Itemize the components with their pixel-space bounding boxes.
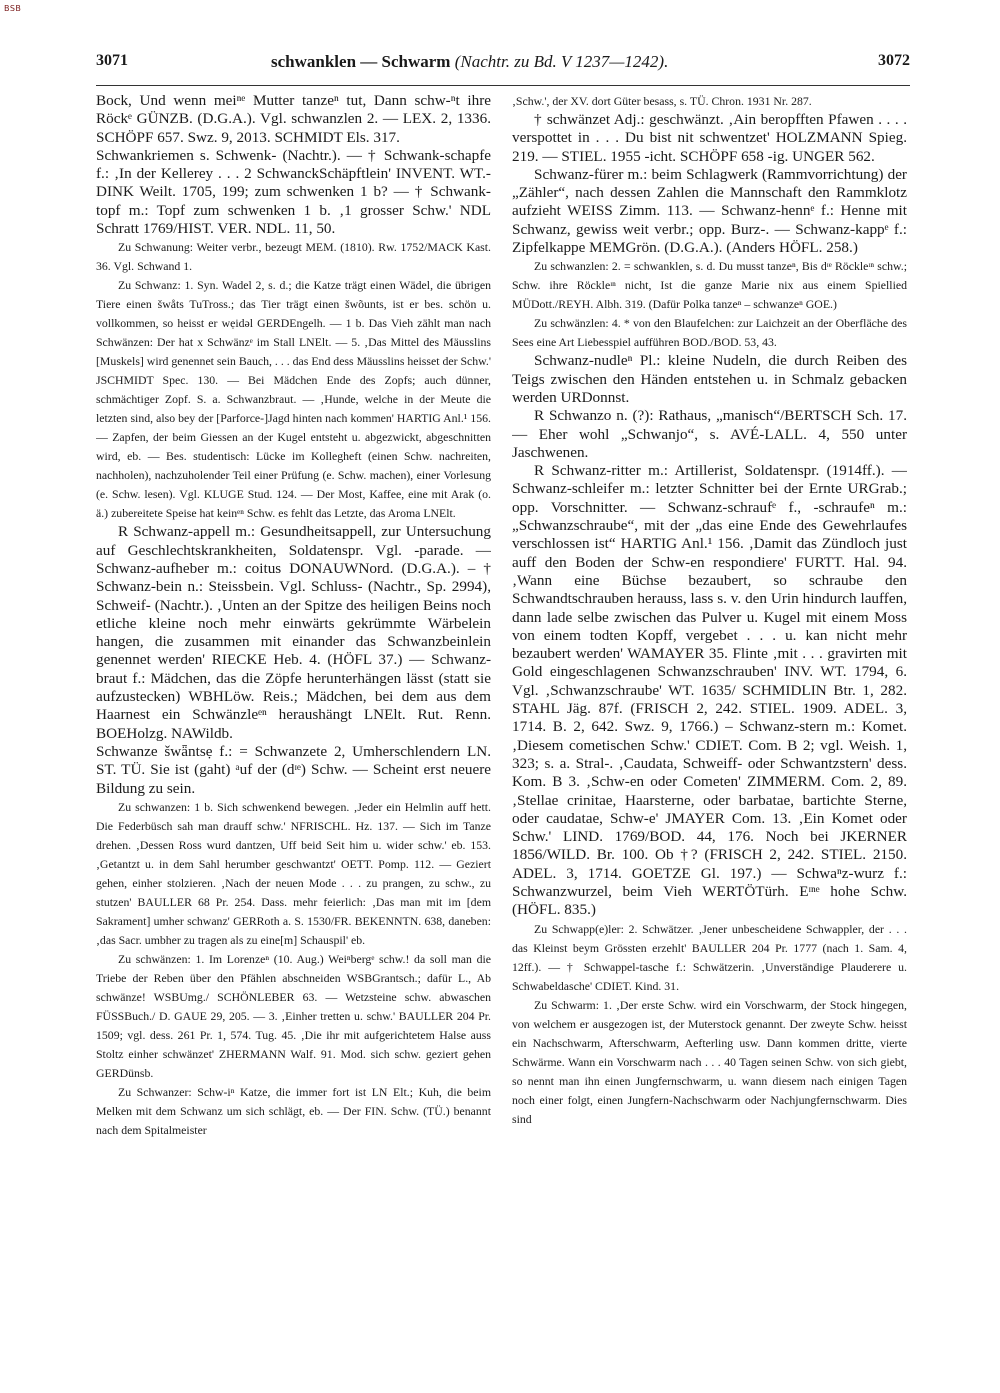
dictionary-entry: R Schwanzo n. (?): Rathaus, „manisch“/BERTSCH Sch. 17. — Eher wohl „Schwanjo“, s. AVÉ-LALL. 4, 550 unter Jaschwenen. [512, 407, 907, 461]
page-number-right: 3072 [878, 52, 910, 69]
dictionary-entry: Zu Schwanzer: Schw-iⁿ Katze, die immer fort ist LN Elt.; Kuh, die beim Melken mit dem Schwanz um sich schlägt, eb. — Der FIN. Schw. (TÜ.) benannt nach dem Spitalmeister [96, 1084, 491, 1137]
dictionary-entry: Zu schwänzlen: 4. * von den Blaufelchen: zur Laichzeit an der Oberfläche des Sees eine Art Liebesspiel aufführen BOD./BOD. 53, 43. [512, 316, 907, 350]
library-stamp: BSB [4, 4, 22, 13]
dictionary-entry: Zu Schwanung: Weiter verbr., bezeugt MEM. (1810). Rw. 1752/MACK Kast. 36. Vgl. Schwand 1. [96, 240, 491, 274]
column-left [96, 92, 491, 1372]
dictionary-entry: Schwanz-fürer m.: beim Schlagwerk (Rammvorrichtung) der „Zähler“, nach dessen Zahlen die Mannschaft den Rammklotz aufzieht WEISS Zimm. 113. — Schwanz-hennᵉ f.: Henne mit Schwanz, gewiss weit verbr.; opp. Burz-. — Schwanz-kappᵉ f.: Zipfelkappe MEMGrön. (D.G.A.). (Anders HÖFL. 258.) [512, 165, 907, 257]
dictionary-entry: Bock, Und wenn meiⁿᵉ Mutter tanzeⁿ tut, Dann schw-ⁿt ihre Röckᵉ GÜNZB. (D.G.A.). Vgl. schwanzlen 2. — LEX. 2, 1336. SCHÖPF 657. Swz. 9, 2013. SCHMIDT Els. 317. [96, 92, 491, 146]
dictionary-entry: Zu Schwapp(e)ler: 2. Schwätzer. ‚Jener unbescheidene Schwappler, der . . . das Kleinst beym Grössten erzehlt' BAULLER 204 Pr. 1777 (nach 1. Sam. 4, 12ff.). — † Schwappel-tasche f.: Schwätzerin. ‚Unverständige Plauderere u. Schwabeldasche' CDIET. Kind. 31. [512, 921, 907, 993]
page-header [96, 52, 910, 76]
dictionary-entry: Zu Schwanz: 1. Syn. Wadel 2, s. d.; die Katze trägt einen Wädel, die übrigen Tiere einen šwåts TuTross.; das Tier trägt einen šwõunts, ist er bes. schön u. vollkommen, so heisst er wẹidəl GERDEngelh. — 1 b. Das Vieh zählt man nach Schwänzen: Der hat x Schwänzᵉ im Stall LNElt. — 5. ‚Das Mittel des Mäusslins [Muskels] wird genennet sein Bauch, . . . das End dess Mäusslins heisset der Schw.' JSCHMIDT Spec. 130. — Bei Mädchen Ende des Zopfs; auch dünner, schmächtiger Zopf. S. a. Schwanzbraut. — ‚Hunde, welche in der Meute die letzten sind, also bey der [Parforce-]Jagd hinten nach kommen' HARTIG Anl.¹ 156. — Zapfen, der beim Giessen an der Kugel entsteht u. abgezwickt, abgeschnitten wird, eb. — Bes. studentisch: Lücke im Kollegheft (einen Schw. nachreiten, nachholen), nachzuholender Teil einer Prüfung (e. Schw. machen), einer Vorlesung (e. Schw. lesen). Vgl. KLUGE Stud. 124. — Der Most, Kaffee, eine mit Arak (o. ä.) zubereitete Speise hat keinᵉⁿ Schw. es fehlt das Letzte, das Aroma LNElt. [96, 278, 491, 521]
running-title-note: (Nachtr. zu Bd. V 1237—1242). [454, 52, 669, 71]
dictionary-entry: Zu Schwarm: 1. ‚Der erste Schw. wird ein Vorschwarm, der Stock hingegen, von welchem er ausgezogen ist, der Muterstock genannt. Der zweyte Schw. heisst ein Nachschwarm, Afterschwarm, Aefterling usw. Dann kommen dritte, vierte Schwärme. Wann ein Vorschwarm nach . . . 40 Tagen seinen Schw. von sich giebt, so nennt man ihn einen Jungfernschwarm, u. wann diesem nach einigen Tagen noch einer folgt, einen Jungfern-Nachschwarm oder Nachjungfernschwarm. Dies sind [512, 997, 907, 1126]
header-rule [96, 85, 910, 86]
dictionary-entry: † schwänzet Adj.: geschwänzt. ‚Ain beropfften Pfawen . . . . verspottet in . . . Du bist nit schwentzet' HOLZMANN Spieg. 219. — STIEL. 1955 -icht. SCHÖPF 658 -ig. UNGER 562. [512, 111, 907, 165]
dictionary-entry: Schwanze šwǟntsẹ f.: = Schwanzete 2, Umherschlendern LN. ST. TÜ. Sie ist (gaht) ᵃuf der (dᶦᵉ) Schw. — Scheint erst neuere Bildung zu sein. [96, 742, 491, 797]
page-number-left: 3071 [96, 52, 128, 69]
dictionary-entry: R Schwanz-appell m.: Gesundheitsappell, zur Untersuchung auf Geschlechtskrankheiten, Soldatenspr. Vgl. -parade. — Schwanz-aufheber m.: coitus DONAUWNord. (D.G.A.). – † Schwanz-bein n.: Steissbein. Vgl. Schluss- (Nachtr., Sp. 2994), Schweif- (Nachtr.). ‚Unten an der Spitze des heiligen Beins noch etliche kleine noch mehr einwärts gekrümmte Wärbelein hangen, die zusammen mit einander das Schwanzbeinlein genennet werden' RIECKE Heb. 4. (HÖFL 37.) — Schwanz-braut f.: Mädchen, das die Zöpfe herunterhängen lässt (statt sie aufzustecken) WBHLöw. Reis.; Mädchen, bei dem aus dem Haarnest ein Schwänzleᵉⁿ heraushängt LNElt. Rut. Renn. BOEHolzg. NAWildb. [96, 523, 491, 742]
dictionary-entry: Schwanz-nudleⁿ Pl.: kleine Nudeln, die durch Reiben des Teigs zwischen den Händen entstehen u. in Schmalz gebacken werden URDonnst. [512, 352, 907, 406]
dictionary-entry: Zu schwanzen: 1 b. Sich schwenkend bewegen. ‚Jeder ein Helmlin auff hett. Die Federbüsch sah man drauff schw.' NFRISCHL. Hz. 137. — Sich im Tanze drehen. ‚Dessen Ross wurd dantzen, Uff beid Seit him u. wider schw.' eb. 153. ‚Getantzt u. in dem Sahl herumber geschwantzt' OETT. Pomp. 112. — Geziert gehen, einher stolzieren. ‚Nach der neuen Mode . . . zu prangen, zu schw., zu stutzen' BAULLER 68 Pr. 254. Dass. mehr feierlich: ‚Das man mit im [dem Sakrament] umher schwanz' GERRoth a. S. 1530/FR. BEKENNTN. 638, daneben: ‚das Sacr. umbher zu tragen als zu eine[m] Schauspil' eb. [96, 799, 491, 947]
running-title-headwords: schwanklen — Schwarm [271, 52, 451, 71]
dictionary-entry: Schwankriemen s. Schwenk- (Nachtr.). — † Schwank-schapfe f.: ‚In der Kellerey . . . 2 SchwanckSchäpftlein' INVENT. WT.-DINK Weilt. 1705, 199; zum schwenken 1 b? — † Schwank-topf m.: Topf zum schwenken 1 b. ‚1 grosser Schw.' NDL Schratt 1769/HIST. VER. NDL. 11, 50. [96, 146, 491, 238]
dictionary-entry: ‚Schw.', der XV. dort Güter besass, s. TÜ. Chron. 1931 Nr. 287. [512, 94, 812, 108]
dictionary-entry: Zu schwänzen: 1. Im Lorenzeⁿ (10. Aug.) Weiⁿbergᵉ schw.! da soll man die Triebe der Reben über den Pfählen abschneiden WSBGrantsch.; dafür L., Ab schwänze! WSBUmg./ SCHÖNLEBER 63. — Wetzsteine schw. abwaschen FÜSSBuch./ D. GAUE 29, 205. — 3. ‚Einher tretten u. schw.' BAULLER 204 Pr. 1509; vgl. dess. 261 Pr. 1, 574. Tug. 45. ‚Die ihr mit aufgerichtetem Halse auss Stoltz einher schwänzet' ZHERMANN Walf. 91. Mod. sich schw. geziert gehen GERDünsb. [96, 951, 491, 1080]
running-title [271, 52, 668, 72]
dictionary-entry: Zu schwanzlen: 2. = schwanklen, s. d. Du musst tanzeⁿ, Bis dᶦᵉ Röckleᶦⁿ schw.; Schw. ihre Röckleᶦⁿ nicht, Ist die ganze Marie nix aus einem Spiellied MÜDott./REYH. Albh. 319. (Dafür Polka tanzeⁿ – schwanzeⁿ GOE.) [512, 259, 907, 312]
dictionary-entry: R Schwanz-ritter m.: Artillerist, Soldatenspr. (1914ff.). — Schwanz-schleifer m.: letzter Schnitter bei der Ernte URGrab.; opp. Vorschnitter. — Schwanz-schraufᵉ f., -schraufeⁿ m.: „Schwanzschraube“, mit der „das eine Ende des Gewehrlaufes verschlossen ist“ HARTIG Anl.¹ 156. ‚Damit das Zündloch just auff den Boden der Schw-en respondiere' FURTT. Hal. 94. ‚Wann eine Büchse bezaubert, so schraube den Schwandtschrauben herauss, lass s. v. den Urin hindurch lauffen, dann lade selbe zwischen das Pulver u. Kugel mit einem Moss von einem todten Kopff, vergebet . . . u. kan nicht mehr bezaubert werden' WAMAYER 35. Flinte ‚mit . . . gravirten mit Gold eingeschlagenen Schwanzschrauben' INV. WT. 1794, 6. Vgl. ‚Schwanzschraube' WT. 1635/ SCHMIDLIN Btr. 1, 282. STAHL Jäg. 87f. (FRISCH 2, 242. STIEL. 1909. ADEL. 3, 1714. B. 2, 642. Swz. 9, 1766.) – Schwanz-stern m.: Komet. ‚Diesem cometischen Schw.' CDIET. Com. B 2; vgl. Weish. 1, 323; s. a. Stral-. ‚Caudata, Schweiff- oder Schwantzstern' dess. Kom. B 3. ‚Schw-en oder Cometen' ZIMMERM. Com. 2, 89. ‚Stellae crinitae, Haarsterne, oder barbatae, bartichte Sterne, oder caudatae, Schw-e' JMAYER Com. 13. ‚Ein Komet oder Schw.' LIND. 1769/BOD. 44, 176. Noch bei JKERNER 1856/WILD. Br. 100. Ob †? (FRISCH 2, 242. STIEL. 2150. ADEL. 3, 1714. GOETZE Gl. 197.) — Schwaⁿz-wurz f.: Schwanzwurzel, beim Vieh WERTÖTürh. Eᶦⁿᵉ hohe Schw. (HÖFL. 835.) [512, 462, 907, 919]
column-right [512, 92, 907, 1372]
